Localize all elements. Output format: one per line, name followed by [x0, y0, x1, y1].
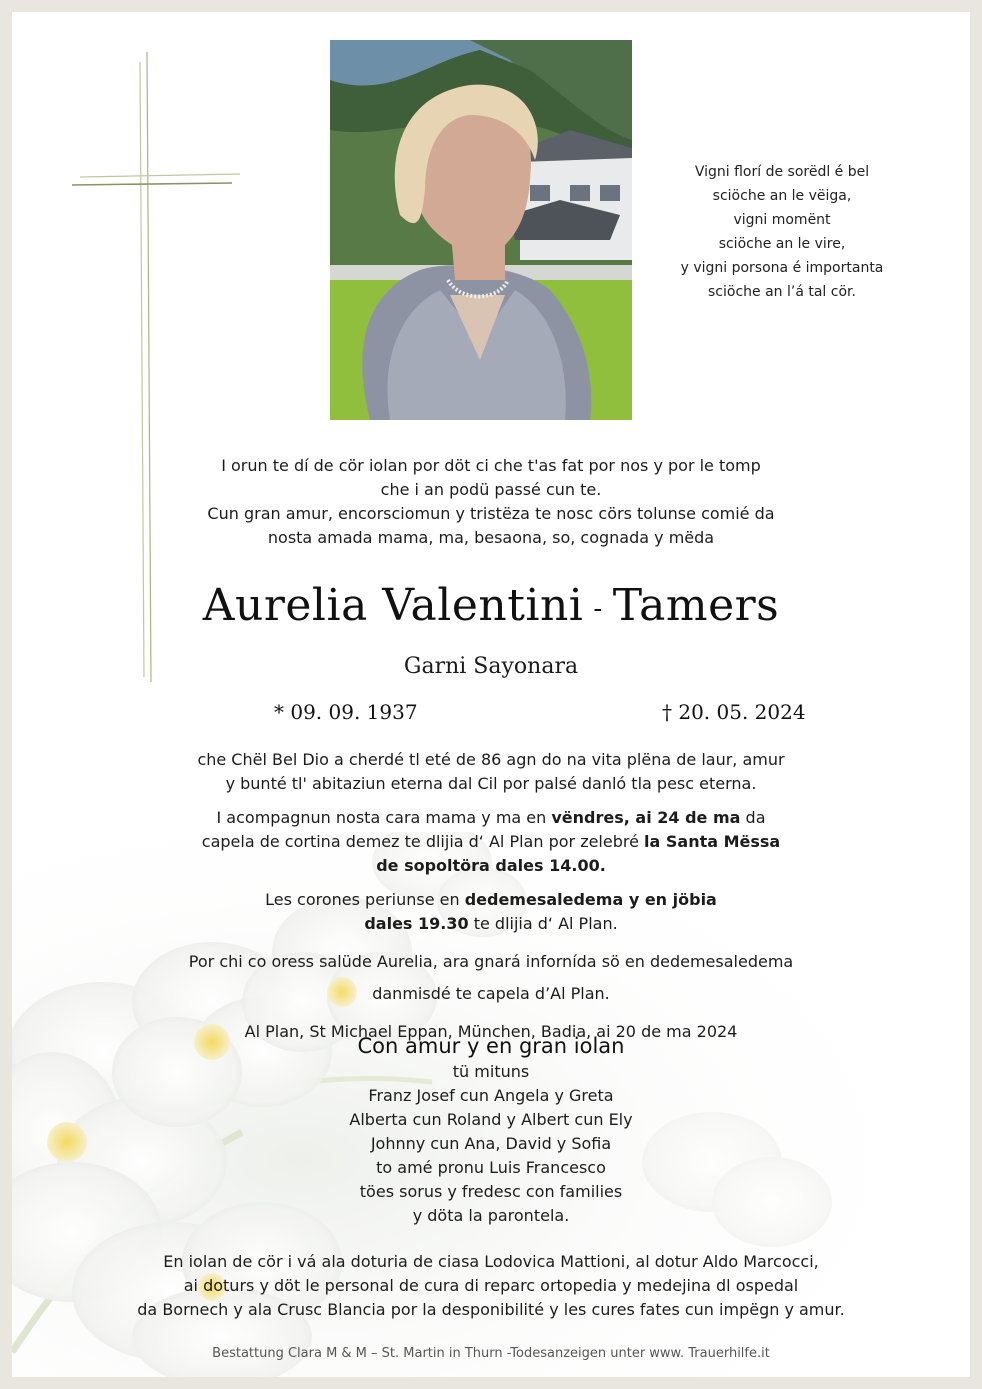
thanks-paragraph: [12, 1250, 970, 1322]
death-date: † 20. 05. 2024: [662, 700, 806, 724]
intro-line: I orun te dí de cör iolan por döt ci che t'as fat por nos y por le tomp: [221, 456, 761, 475]
intro-line: che i an podü passé cun te.: [380, 480, 602, 499]
rosary-time: dales 19.30: [364, 914, 469, 933]
intro-line: Cun gran amur, encorsciomun y tristëza te nosc cörs tolunse comié da: [207, 504, 775, 523]
portrait-photo: [330, 40, 632, 420]
body-line: danmisdé te capela d’Al Plan.: [372, 984, 610, 1003]
intro-line: nosta amada mama, ma, besaona, so, cognada y mëda: [267, 528, 715, 547]
rosary-days: dedemesaledema y en jöbia: [464, 890, 717, 909]
business-name: Garni Sayonara: [403, 654, 579, 679]
body-text-segment: Les corones periunse en: [265, 890, 465, 909]
deceased-first-names: Aurelia Valentini: [202, 580, 584, 631]
funeral-paragraph: [12, 806, 970, 878]
body-text-segment: capela de cortina demez te dlijia d‘ Al Plan por zelebré: [201, 832, 645, 851]
name-dash: -: [593, 593, 603, 624]
intro-text: [12, 454, 970, 550]
mourner-line: Alberta cun Roland y Albert cun Ely: [349, 1110, 633, 1129]
deceased-surname: Tamers: [612, 580, 780, 631]
body-text-segment: te dlijia d‘ Al Plan.: [468, 914, 618, 933]
thanks-line: da Bornech y ala Crusc Blancia por la desponibilité y les cures fates cun impëgn y amur.: [137, 1300, 845, 1319]
mass-label: la Santa Mëssa: [644, 832, 781, 851]
poem-line: vigni momënt: [733, 212, 831, 228]
poem-line: sciöche an le vire,: [718, 236, 846, 252]
poem-line: y vigni porsona é importanta: [680, 260, 884, 276]
footer-credit: Bestattung Clara M & M – St. Martin in Thurn -Todesanzeigen unter www. Trauerhilfe.it: [212, 1346, 770, 1361]
body-text-segment: I acompagnun nosta cara mama y ma en: [216, 808, 552, 827]
farewell-paragraph: [12, 946, 970, 1010]
body-text-segment: da: [740, 808, 766, 827]
poem: [632, 160, 932, 304]
poem-line: sciöche an l’á tal cör.: [708, 284, 856, 300]
thanks-line: ai doturs y döt le personal de cura di reparc ortopedia y medejina dl ospedal: [183, 1276, 799, 1295]
deceased-name: [12, 580, 970, 631]
birth-date: * 09. 09. 1937: [274, 700, 418, 724]
thanks-line: En iolan de cör i vá ala doturia de ciasa Lodovica Mattioni, al dotur Aldo Marcocci,: [163, 1252, 819, 1271]
body-line: y bunté tl' abitaziun eterna dal Cil por palsé danló tla pesc eterna.: [225, 774, 757, 793]
announcement-body: [12, 748, 970, 1054]
body-line: che Chël Bel Dio a cherdé tl eté de 86 agn do na vita plëna de laur, amur: [197, 750, 785, 769]
mourner-line: y döta la parontela.: [412, 1206, 570, 1225]
mourners: [12, 1032, 970, 1228]
mourner-line: Franz Josef cun Angela y Greta: [368, 1086, 614, 1105]
mourner-line: Johnny cun Ana, David y Sofia: [370, 1134, 612, 1153]
funeral-date: vëndres, ai 24 de ma: [551, 808, 741, 827]
mourner-line: töes sorus y fredesc con families: [359, 1182, 623, 1201]
mass-time: de sopoltöra dales 14.00.: [376, 856, 606, 875]
poem-line: sciöche an le vëiga,: [712, 188, 852, 204]
place-date: Al Plan, St Michael Eppan, München, Badia, ai 20 de ma 2024: [244, 1022, 738, 1041]
mourners-headline: Con amur y en gran iolan: [357, 1034, 625, 1058]
obituary-card: [12, 12, 970, 1377]
body-line: Por chi co oress salüde Aurelia, ara gnará infornída sö en dedemesaledema: [188, 952, 794, 971]
passing-paragraph: [12, 748, 970, 796]
rosary-paragraph: [12, 888, 970, 936]
mourner-line: to amé pronu Luis Francesco: [376, 1158, 606, 1177]
mourner-line: tü mituns: [452, 1062, 530, 1081]
poem-line: Vigni florí de sorëdl é bel: [694, 164, 870, 180]
